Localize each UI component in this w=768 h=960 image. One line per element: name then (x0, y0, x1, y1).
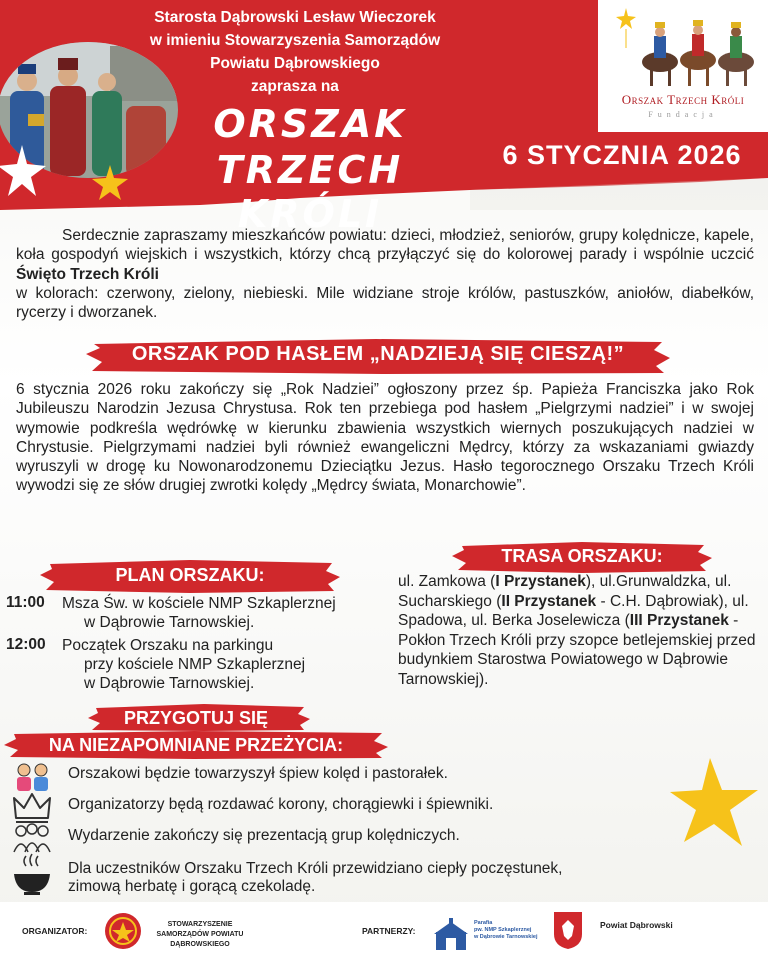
plan-item-2-line-2: przy kościele NMP Szkaplerznej (84, 656, 306, 673)
plan-time-2: 12:00 (6, 636, 46, 653)
host-line-3: Powiatu Dąbrowskiego (210, 55, 380, 72)
plan-heading: PLAN ORSZAKU: (115, 565, 265, 585)
organizer-name-line-2: SAMORZĄDÓW POWIATU (156, 931, 244, 938)
host-line-4: zaprasza na (251, 78, 339, 95)
event-date: 6 STYCZNIA 2026 (502, 140, 742, 170)
prepare-item-2 (12, 792, 712, 826)
route-description (398, 572, 764, 690)
prepare-banner (4, 702, 388, 760)
intro-paragraph (16, 226, 754, 322)
parish-line-3: w Dąbrowie Tarnowskiej (474, 934, 538, 940)
partners-label: PARTNERZY: (362, 926, 416, 936)
organizer-name (150, 920, 250, 950)
parish-name (474, 920, 537, 941)
plan-item-2-line-1: Początek Orszaku na parkingu (62, 637, 274, 654)
group-icon (12, 822, 52, 856)
host-line-2: w imieniu Stowarzyszenia Samorządów (149, 32, 441, 49)
parish-line-1: Parafia (474, 920, 493, 926)
host-line-1: Starosta Dąbrowski Lesław Wieczorek (154, 9, 436, 26)
event-title-line-2: TRZECH KRÓLI (216, 148, 404, 236)
organizer-name-line-1: STOWARZYSZENIE (167, 921, 233, 928)
parish-line-2: pw. NMP Szkaplerznej (474, 927, 532, 933)
route-text-4: - Pokłon Trzech Króli przy szopce betlejemskiej przed budynkiem Starostwa Powiatowego w Dąbrowie Tarnowskiej). (398, 612, 756, 688)
crown-icon (12, 792, 52, 826)
motto-banner (86, 336, 670, 376)
prepare-item-4-line-1: Dla uczestników Orszaku Trzech Króli przewidziano ciepły poczęstunek, (68, 860, 563, 877)
prepare-item-4 (12, 852, 712, 900)
prepare-item-1 (12, 762, 712, 796)
motto-paragraph: 6 stycznia 2026 roku zakończy się „Rok Nadziei” ogłoszony przez śp. Papieża Franciszka jako Rok Jubileuszu Narodzin Jezusa Chrystusa. Rok ten przebiega pod hasłem „Pielgrzymi nadziei” i w swojej wymowie podkreśla wędrówkę w kierunku zbawienia wszystkich wiernych poszukujących nadziei w Chrystusie. Pielgrzymami nadziei byli również ewangeliczni Mędrcy, którzy za wskazaniami gwiazdy wyruszyli w drogę ku Nowonarodzonemu Dzieciątku Jezus. Hasło tegorocznego Orszaku Trzech Króli wywodzi się ze słów drugiej zwrotki kolędy „Mędrcy świata, Monarchowie”. (16, 381, 754, 495)
event-title-line-1: ORSZAK (213, 102, 407, 146)
prepare-heading-line-1: PRZYGOTUJ SIĘ (123, 708, 269, 728)
organizer-label: ORGANIZATOR: (22, 926, 88, 936)
plan-banner (40, 558, 340, 594)
three-kings-logo-icon (598, 0, 768, 92)
route-text-3: - C.H. Dąbrowiak), ul. Spadowa, ul. Berka Joselewicza ( (398, 592, 749, 630)
intro-text-before: Serdecznie zapraszamy mieszkańców powiatu: dzieci, młodzież, seniorów, grupy kolędnicze, kapele, koła gospodyń wiejskich i wszystkich, którzy chcą przyłączyć się do kolorowej parady i wspólnie uczcić (16, 227, 754, 264)
route-heading: TRASA ORSZAKU: (501, 546, 663, 566)
foundation-logo-name: Orszak Trzech Króli (621, 92, 745, 107)
county-coat-of-arms-icon (552, 910, 584, 950)
route-stop-1: I Przystanek (495, 573, 586, 590)
prepare-heading-line-2: NA NIEZAPOMNIANE PRZEŻYCIA: (48, 735, 344, 755)
prepare-item-1-text: Orszakowi będzie towarzyszył śpiew kolęd i pastorałek. (68, 765, 448, 782)
prepare-item-3-text: Wydarzenie zakończy się prezentacją grup kolędniczych. (68, 827, 460, 844)
organizer-name-line-3: DĄBROWSKIEGO (170, 941, 230, 948)
route-stop-2: II Przystanek (501, 592, 597, 610)
big-star-icon (670, 756, 768, 856)
prepare-item-4-line-2: zimową herbatę i gorącą czekoladę. (68, 878, 316, 895)
association-emblem-icon (104, 912, 142, 950)
plan-item-2 (62, 636, 392, 693)
plan-item-1-line-2: w Dąbrowie Tarnowskiej. (84, 614, 255, 631)
intro-text-after: w kolorach: czerwony, zielony, niebieski. Mile widziane stroje królów, pastuszków, aniołów, diabełków, rycerzy i dworzanek. (16, 284, 754, 322)
motto-heading: ORSZAK POD HASŁEM „NADZIEJĄ SIĘ CIESZĄ!” (131, 343, 625, 365)
prepare-item-3 (12, 822, 712, 856)
route-text-1: ul. Zamkowa ( (398, 573, 496, 590)
intro-bold: Święto Trzech Króli (16, 265, 159, 283)
route-text-2: ), ul.Grunwaldzka, ul. Sucharskiego ( (398, 573, 732, 610)
star-decoration (0, 140, 140, 210)
foundation-logo (598, 0, 768, 132)
header (0, 0, 768, 236)
carolers-icon (12, 762, 52, 796)
church-logo-icon (432, 918, 470, 952)
footer (0, 902, 768, 960)
soup-bowl-icon (12, 852, 52, 900)
route-stop-3: III Przystanek (629, 612, 729, 630)
prepare-item-4-text (68, 860, 563, 896)
plan-time-1: 11:00 (6, 594, 45, 611)
plan-item-1-line-1: Msza Św. w kościele NMP Szkaplerznej (62, 595, 336, 612)
county-name: Powiat Dąbrowski (600, 920, 673, 930)
route-banner (452, 540, 712, 574)
plan-item-2-line-3: w Dąbrowie Tarnowskiej. (84, 675, 255, 692)
foundation-logo-sub: Fundacja (648, 110, 718, 119)
plan-item-1 (62, 594, 392, 632)
prepare-item-2-text: Organizatorzy będą rozdawać korony, chorągiewki i śpiewniki. (68, 796, 494, 813)
